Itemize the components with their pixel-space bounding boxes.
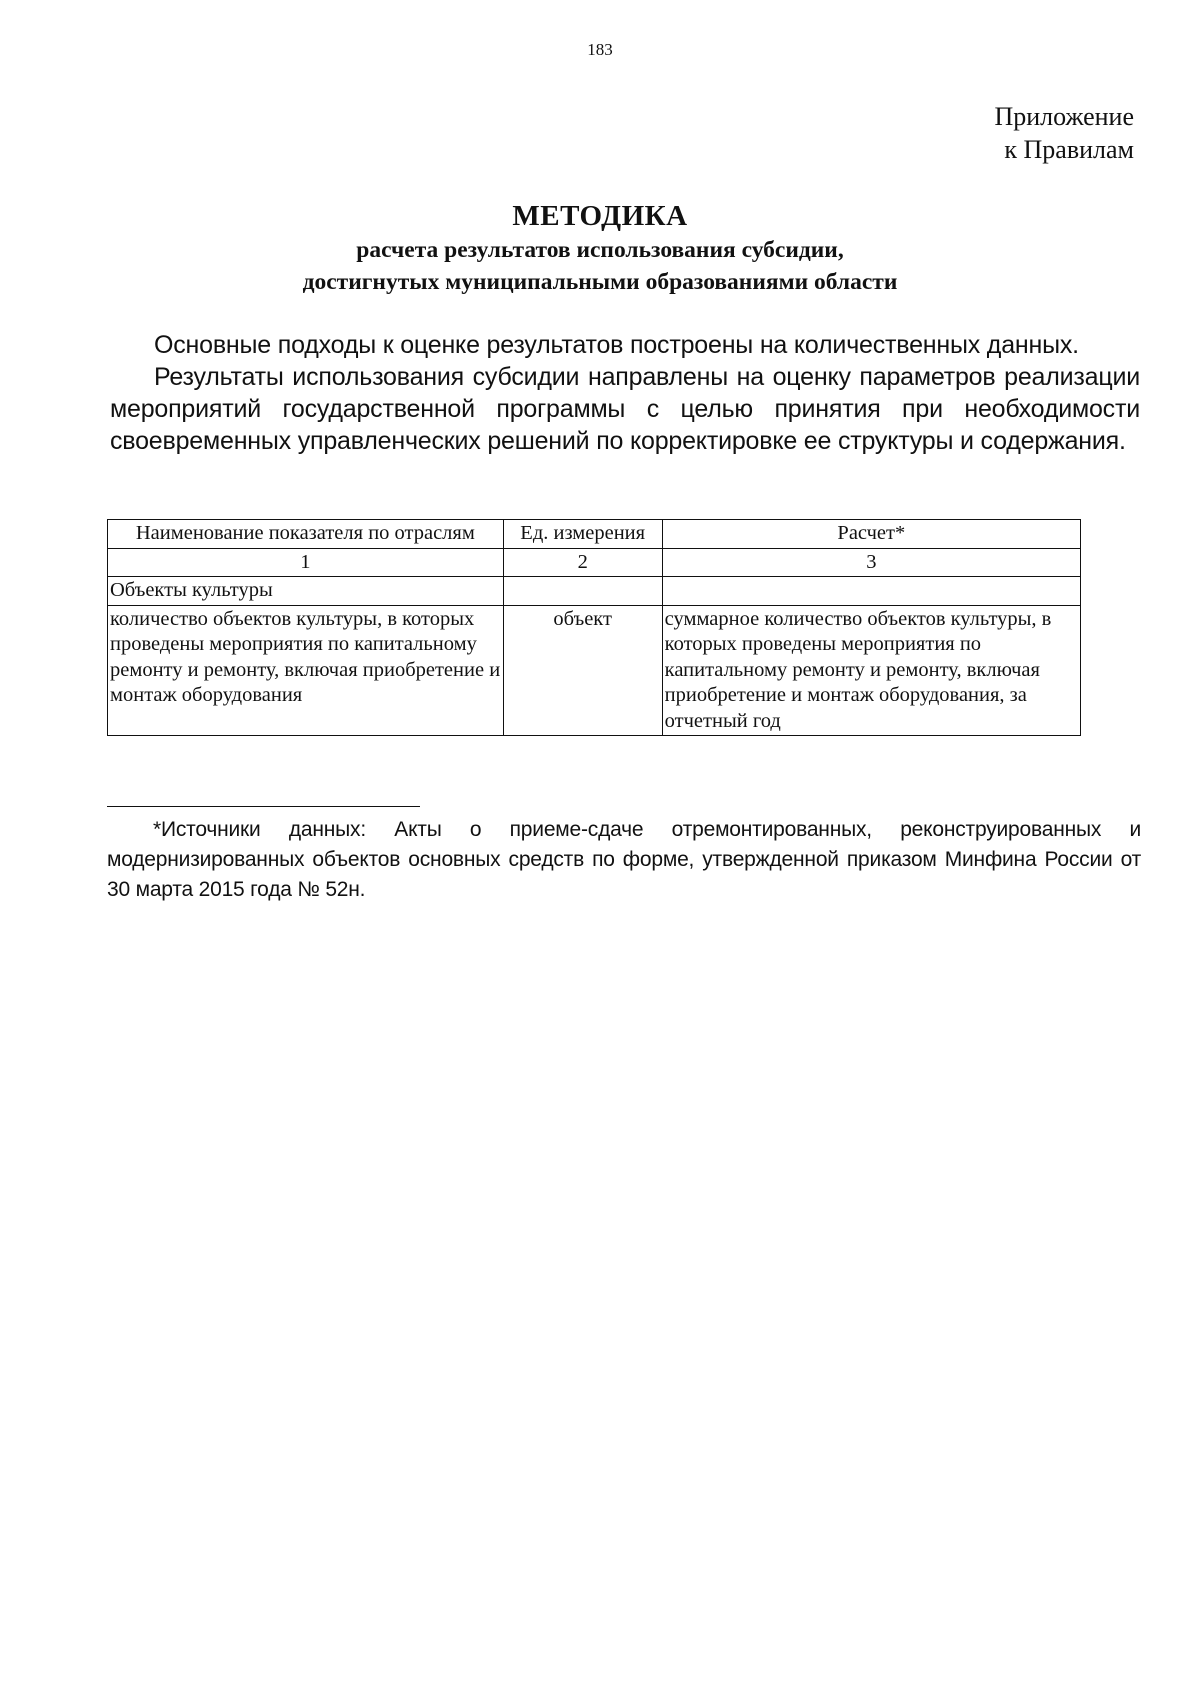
appendix-line-1: Приложение bbox=[994, 102, 1134, 131]
title-subtitle-line-1: расчета результатов использования субсидии, bbox=[356, 237, 844, 263]
appendix-line-2: к Правилам bbox=[1004, 135, 1134, 164]
table-cell-empty bbox=[662, 577, 1080, 606]
document-title bbox=[60, 198, 1140, 298]
indicators-table bbox=[107, 519, 1081, 736]
appendix-reference bbox=[994, 100, 1134, 166]
table-column-numbers-row bbox=[108, 548, 1081, 577]
unit-cell: объект bbox=[503, 605, 662, 736]
indicator-name-cell: количество объектов культуры, в которых проведены мероприятия по капитальному ремонту и ремонту, включая приобретение и монтаж оборудования bbox=[108, 605, 504, 736]
header-unit: Ед. измерения bbox=[503, 520, 662, 549]
page-number: 183 bbox=[587, 40, 613, 59]
column-number: 3 bbox=[662, 548, 1080, 577]
footnote bbox=[107, 815, 1141, 905]
paragraph: Основные подходы к оценке результатов построены на количественных данных. bbox=[154, 331, 1079, 359]
table-row bbox=[108, 605, 1081, 736]
table-section-row bbox=[108, 577, 1081, 606]
calculation-cell: суммарное количество объектов культуры, в которых проведены мероприятия по капитальному ремонту и ремонту, включая приобретение и монтаж оборудования, за отчетный год bbox=[662, 605, 1080, 736]
paragraph: Результаты использования субсидии направлены на оценку параметров реализации мероприятий государственной программы с целью принятия при необходимости своевременных управленческих решений по корректировке ее структуры и содержания. bbox=[110, 363, 1140, 455]
footnote-divider bbox=[107, 806, 420, 807]
body-text bbox=[110, 329, 1140, 457]
table-header-row bbox=[108, 520, 1081, 549]
section-title: Объекты культуры bbox=[108, 577, 504, 606]
column-number: 2 bbox=[503, 548, 662, 577]
table-cell-empty bbox=[503, 577, 662, 606]
footnote-text: *Источники данных: Акты о приеме-сдаче отремонтированных, реконструированных и модернизированных объектов основных средств по форме, утвержденной приказом Минфина России от 30 марта 2015 года № 52н. bbox=[107, 818, 1141, 901]
title-main: МЕТОДИКА bbox=[512, 200, 688, 232]
header-calculation: Расчет* bbox=[662, 520, 1080, 549]
header-indicator-name: Наименование показателя по отраслям bbox=[108, 520, 504, 549]
title-subtitle-line-2: достигнутых муниципальными образованиями области bbox=[302, 269, 898, 295]
column-number: 1 bbox=[108, 548, 504, 577]
